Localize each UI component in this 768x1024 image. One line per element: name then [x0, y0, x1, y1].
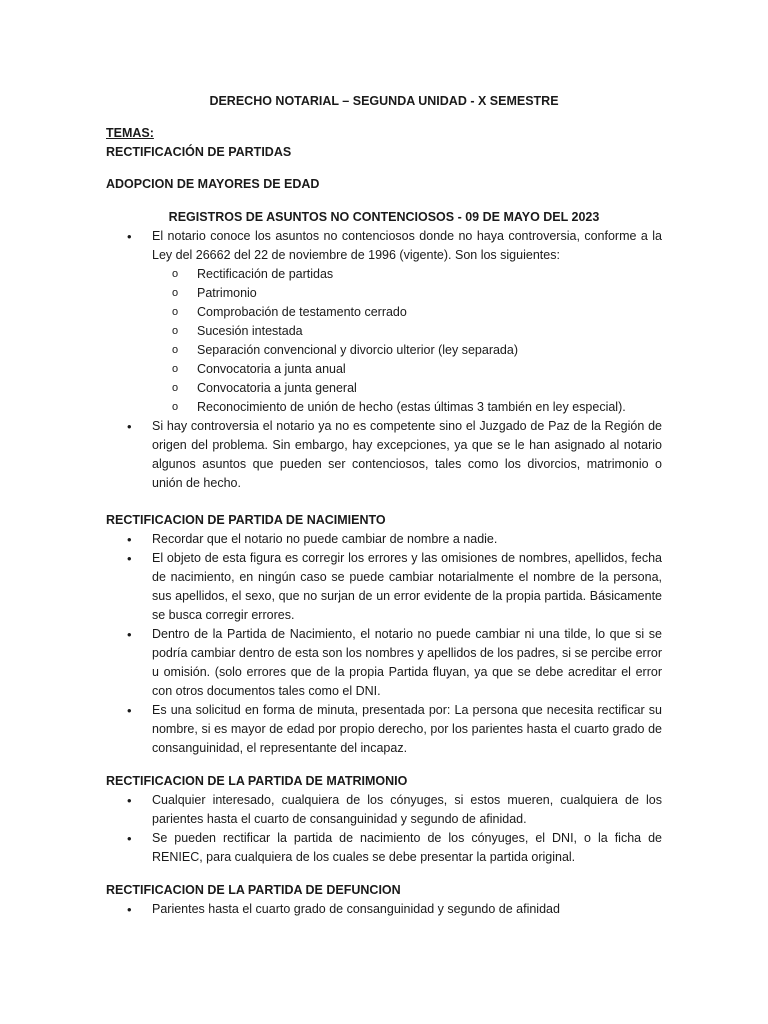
sub-list-item [106, 303, 662, 322]
sub-list-item-text: Convocatoria a junta anual [197, 362, 346, 376]
list-item-text: Si hay controversia el notario ya no es competente sino el Juzgado de Paz de la Región de origen del problema. Sin embargo, hay excepciones, ya que se le han asignado al notario algunos asuntos que pueden ser contenciosos, tales como los divorcios, matrimonio o unión de hecho. [152, 419, 662, 490]
list-item-text: El objeto de esta figura es corregir los errores y las omisiones de nombres, apellidos, fecha de nacimiento, en ningún caso se puede cambiar notarialmente el nombre de la persona, sus apellidos, el sexo, que no surjan de un error evidente de la propia partida. Básicamente se busca corregir errores. [152, 551, 662, 622]
bullet-icon: • [127, 532, 132, 547]
list-item [106, 530, 662, 549]
circle-bullet-icon: o [172, 287, 179, 299]
circle-bullet-icon: o [172, 306, 179, 318]
defuncion-list [106, 900, 662, 919]
list-item [106, 549, 662, 625]
list-item [106, 417, 662, 493]
list-item-text: Es una solicitud en forma de minuta, presentada por: La persona que necesita rectificar su nombre, si es mayor de edad por propio derecho, por los parientes hasta el cuarto grado de consanguinidad, el representante del incapaz. [152, 703, 662, 755]
list-item [106, 791, 662, 829]
sub-list-item [106, 265, 662, 284]
temas-label: TEMAS: [106, 126, 154, 140]
matrimonio-title: RECTIFICACION DE LA PARTIDA DE MATRIMONIO [106, 774, 408, 788]
bullet-icon: • [127, 551, 132, 566]
matrimonio-list [106, 791, 662, 867]
bullet-icon: • [127, 703, 132, 718]
bullet-icon: • [127, 419, 132, 434]
sub-list-item-text: Patrimonio [197, 286, 257, 300]
list-item-text: Dentro de la Partida de Nacimiento, el notario no puede cambiar ni una tilde, lo que si se podría cambiar dentro de esta son los nombres y apellidos de los padres, si se percibe error u omisión. (solo errores que de la propia Partida fluyan, ya que se debe acreditar el error con otros documentos tales como el DNI. [152, 627, 662, 698]
list-item [106, 625, 662, 701]
list-item [106, 701, 662, 758]
registros-list [106, 227, 662, 493]
list-item [106, 227, 662, 417]
sub-list-item-text: Rectificación de partidas [197, 267, 334, 281]
nacimiento-title: RECTIFICACION DE PARTIDA DE NACIMIENTO [106, 513, 386, 527]
sub-list-item [106, 398, 662, 417]
topic-adopcion: ADOPCION DE MAYORES DE EDAD [106, 177, 320, 191]
list-item-text: Recordar que el notario no puede cambiar de nombre a nadie. [152, 532, 498, 546]
circle-bullet-icon: o [172, 325, 179, 337]
circle-bullet-icon: o [172, 401, 179, 413]
circle-bullet-icon: o [172, 344, 179, 356]
sub-list-item-text: Separación convencional y divorcio ulterior (ley separada) [197, 343, 519, 357]
bullet-icon: • [127, 229, 132, 244]
document-body [106, 92, 662, 919]
nacimiento-list [106, 530, 662, 758]
list-item-text: Cualquier interesado, cualquiera de los cónyuges, si estos mueren, cualquiera de los parientes hasta el cuarto de consanguinidad y segundo de afinidad. [152, 793, 662, 826]
circle-bullet-icon: o [172, 363, 179, 375]
list-item-text: Parientes hasta el cuarto grado de consanguinidad y segundo de afinidad [152, 902, 560, 916]
topic-rectificacion: RECTIFICACIÓN DE PARTIDAS [106, 145, 292, 159]
asuntos-sublist [106, 265, 662, 417]
circle-bullet-icon: o [172, 382, 179, 394]
sub-list-item-text: Comprobación de testamento cerrado [197, 305, 407, 319]
list-item-text: El notario conoce los asuntos no contenciosos donde no haya controversia, conforme a la Ley del 26662 del 22 de noviembre de 1996 (vigente). Son los siguientes: [152, 229, 662, 262]
bullet-icon: • [127, 902, 132, 917]
registros-title: REGISTROS DE ASUNTOS NO CONTENCIOSOS - 09 DE MAYO DEL 2023 [168, 210, 600, 224]
sub-list-item [106, 322, 662, 341]
sub-list-item [106, 360, 662, 379]
list-item [106, 829, 662, 867]
sub-list-item [106, 284, 662, 303]
sub-list-item [106, 341, 662, 360]
bullet-icon: • [127, 793, 132, 808]
document-title: DERECHO NOTARIAL – SEGUNDA UNIDAD - X SEMESTRE [209, 94, 559, 108]
sub-list-item-text: Reconocimiento de unión de hecho (estas últimas 3 también en ley especial). [197, 400, 626, 414]
circle-bullet-icon: o [172, 268, 179, 280]
sub-list-item-text: Convocatoria a junta general [197, 381, 357, 395]
list-item-text: Se pueden rectificar la partida de nacimiento de los cónyuges, el DNI, o la ficha de RENIEC, para cualquiera de los cuales se debe presentar la partida original. [152, 831, 662, 864]
defuncion-title: RECTIFICACION DE LA PARTIDA DE DEFUNCION [106, 883, 401, 897]
bullet-icon: • [127, 831, 132, 846]
sub-list-item [106, 379, 662, 398]
sub-list-item-text: Sucesión intestada [197, 324, 303, 338]
list-item [106, 900, 662, 919]
bullet-icon: • [127, 627, 132, 642]
